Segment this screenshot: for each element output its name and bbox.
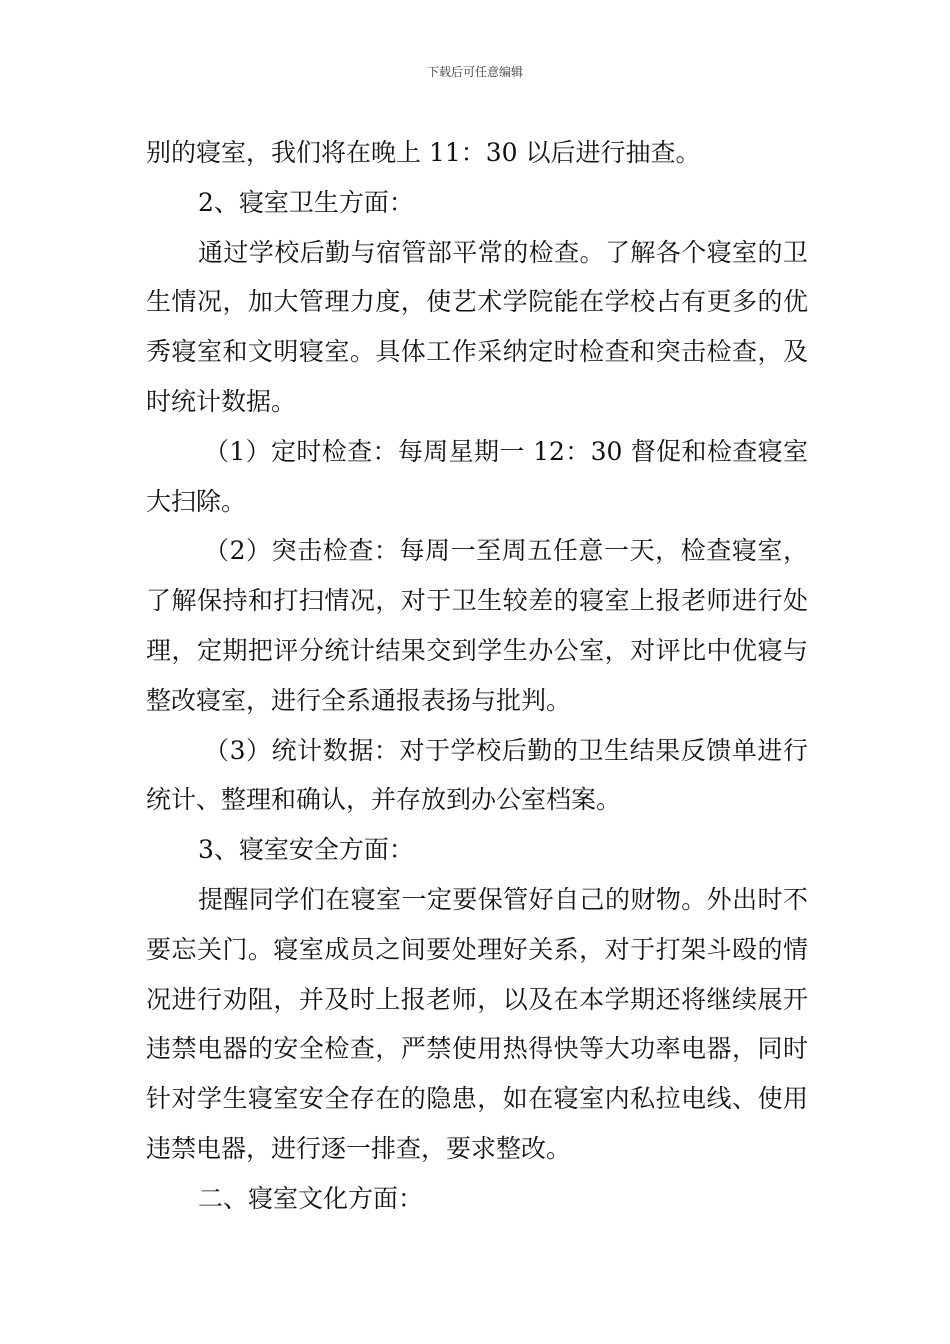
paragraph-surprise-check: （2）突击检查：每周一至周五任意一天，检查寝室，了解保持和打扫情况，对于卫生较差的寝室上报老师进行处理，定期把评分统计结果交到学生办公室，对评比中优寝与整改寝室，进行全系通报表扬与批判。	[146, 536, 808, 715]
section-heading-culture: 二、寝室文化方面：	[198, 1183, 424, 1213]
section-heading-hygiene: 2、寝室卫生方面：	[198, 187, 414, 217]
section-heading-safety: 3、寝室安全方面：	[198, 835, 414, 865]
paragraph-safety: 提醒同学们在寝室一定要保管好自己的财物。外出时不要忘关门。寝室成员之间要处理好关系，对于打架斗殴的情况进行劝阻，并及时上报老师，以及在本学期还将继续展开违禁电器的安全检查，严禁使用热得快等大功率电器，同时针对学生寝室安全存在的隐患，如在寝室内私拉电线、使用违禁电器，进行逐一排查，要求整改。	[146, 884, 808, 1163]
paragraph-continuation: 别的寝室，我们将在晚上 11：30 以后进行抽查。	[146, 138, 701, 167]
paragraph-hygiene-intro: 通过学校后勤与宿管部平常的检查。了解各个寝室的卫生情况，加大管理力度，使艺术学院能在学校占有更多的优秀寝室和文明寝室。具体工作采纳定时检查和突击检查，及时统计数据。	[146, 237, 808, 416]
paragraph-scheduled-check: （1）定时检查：每周星期一 12：30 督促和检查寝室大扫除。	[146, 436, 808, 516]
document-body	[146, 128, 808, 1224]
paragraph-statistics: （3）统计数据：对于学校后勤的卫生结果反馈单进行统计、整理和确认，并存放到办公室档案。	[146, 735, 808, 815]
page-header: 下载后可任意编辑	[426, 65, 523, 79]
